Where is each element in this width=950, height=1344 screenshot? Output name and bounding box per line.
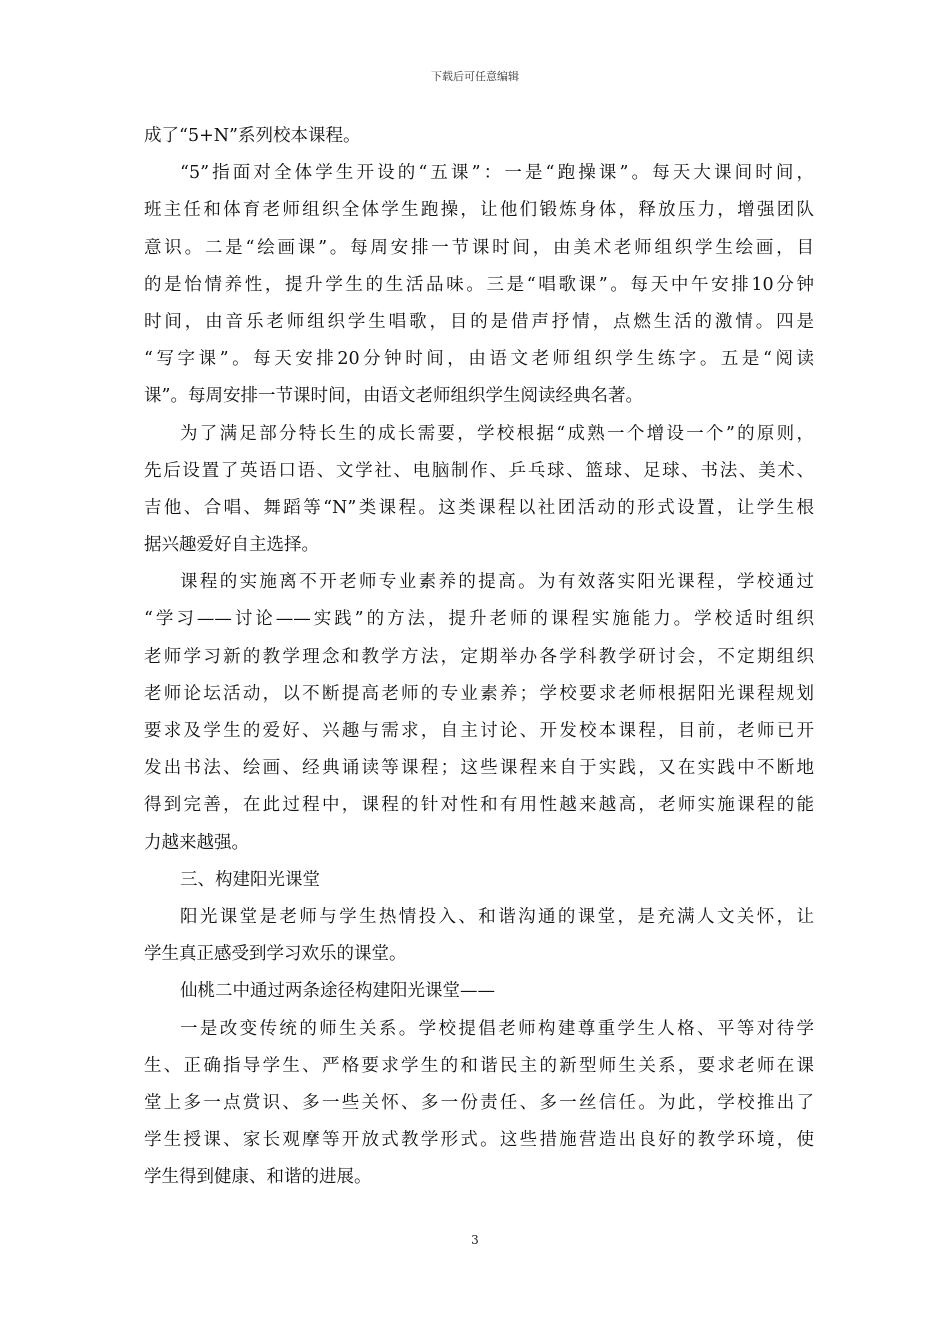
text-line: 的是怡情养性，提升学生的生活品味。三是“唱歌课”。每天中午安排10分钟 [144, 274, 814, 295]
section-heading: 三、构建阳光课堂 [180, 869, 320, 890]
text-line: 课”。每周安排一节课时间，由语文老师组织学生阅读经典名著。 [144, 386, 643, 407]
text-line: “学习——讨论——实践”的方法，提升老师的课程实施能力。学校适时组织 [144, 609, 814, 630]
text-line: 课程的实施离不开老师专业素养的提高。为有效落实阳光课程，学校通过 [180, 572, 814, 593]
text-line: 学生得到健康、和谐的进展。 [144, 1167, 372, 1188]
text-line: 发出书法、绘画、经典诵读等课程；这些课程来自于实践，又在实践中不断地 [144, 758, 814, 779]
page-header: 下载后可任意编辑 [431, 70, 519, 83]
text-line: 班主任和体育老师组织全体学生跑操，让他们锻炼身体，释放压力，增强团队 [144, 200, 814, 221]
text-line: 阳光课堂是老师与学生热情投入、和谐沟通的课堂，是充满人文关怀，让 [180, 906, 814, 927]
text-line: 吉他、合唱、舞蹈等“N”类课程。这类课程以社团活动的形式设置，让学生根 [144, 497, 814, 518]
text-line: 学生真正感受到学习欢乐的课堂。 [144, 944, 407, 965]
text-line: 为了满足部分特长生的成长需要，学校根据“成熟一个增设一个”的原则， [180, 423, 814, 444]
text-line: 学生授课、家长观摩等开放式教学形式。这些措施营造出良好的教学环境，使 [144, 1130, 814, 1151]
text-line: 堂上多一点赏识、多一些关怀、多一份责任、多一丝信任。为此，学校推出了 [144, 1092, 814, 1113]
text-line: 老师论坛活动，以不断提高老师的专业素养；学校要求老师根据阳光课程规划 [144, 683, 814, 704]
text-line: 先后设置了英语口语、文学社、电脑制作、乒乓球、篮球、足球、书法、美术、 [144, 460, 814, 481]
text-line: 时间，由音乐老师组织学生唱歌，目的是借声抒情，点燃生活的激情。四是 [144, 311, 814, 332]
text-line: 力越来越强。 [144, 832, 249, 853]
text-line: 仙桃二中通过两条途径构建阳光课堂—— [180, 981, 495, 1002]
text-line: “5”指面对全体学生开设的“五课”：一是“跑操课”。每天大课间时间， [180, 163, 814, 184]
text-line: 得到完善，在此过程中，课程的针对性和有用性越来越高，老师实施课程的能 [144, 795, 814, 816]
text-line: 一是改变传统的师生关系。学校提倡老师构建尊重学生人格、平等对待学 [180, 1018, 814, 1039]
text-line: 据兴趣爱好自主选择。 [144, 535, 319, 556]
text-line: 意识。二是“绘画课”。每周安排一节课时间，由美术老师组织学生绘画，目 [144, 237, 814, 258]
document-body [144, 118, 814, 1196]
text-line: 生、正确指导学生、严格要求学生的和谐民主的新型师生关系，要求老师在课 [144, 1055, 814, 1076]
text-line: “写字课”。每天安排20分钟时间，由语文老师组织学生练字。五是“阅读 [144, 349, 814, 370]
page-number: 3 [471, 1233, 479, 1247]
text-line: 成了“5+N”系列校本课程。 [144, 126, 361, 146]
text-line: 老师学习新的教学理念和教学方法，定期举办各学科教学研讨会，不定期组织 [144, 646, 814, 667]
text-line: 要求及学生的爱好、兴趣与需求，自主讨论、开发校本课程，目前，老师已开 [144, 721, 814, 741]
